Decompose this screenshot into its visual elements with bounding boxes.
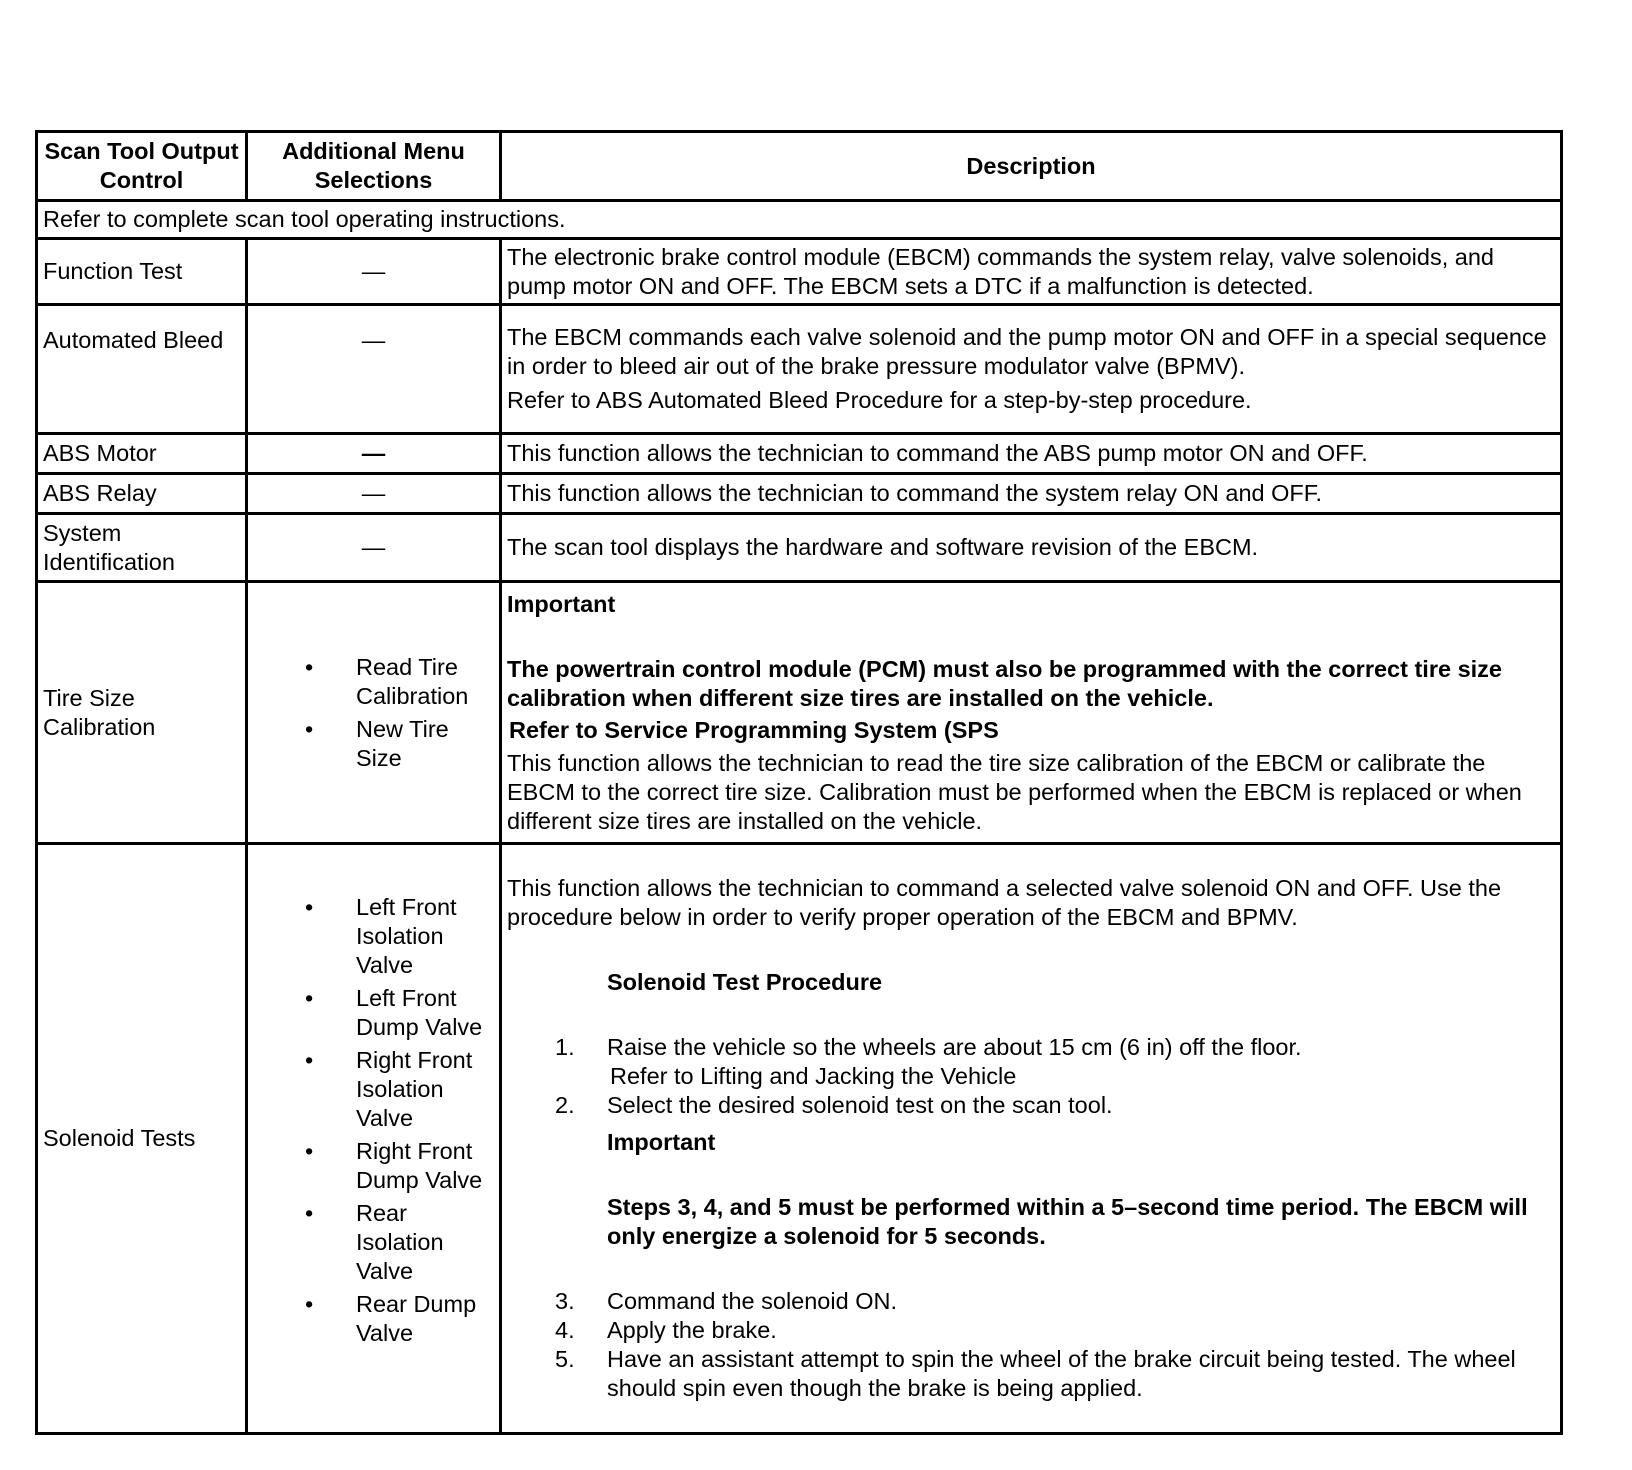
menu-item-rf-isolation: • Right Front Isolation Valve <box>305 1046 494 1133</box>
step-number: 2. <box>555 1092 575 1118</box>
control-tire-size-calibration: Tire Size Calibration <box>37 582 247 844</box>
step-1 <box>507 1033 1555 1091</box>
important-text: Steps 3, 4, and 5 must be performed within a 5–second time period. The EBCM will only energize a solenoid for 5 seconds. <box>607 1194 1528 1249</box>
header-menu-selections: Additional Menu Selections <box>247 132 501 201</box>
menu-tire-size <box>247 582 501 844</box>
solenoid-menu-list <box>253 893 494 1348</box>
solenoid-description: This function allows the technician to command a selected valve solenoid ON and OFF. Use the procedure below in order to verify proper operation of the EBCM and BPMV. <box>507 875 1502 930</box>
menu-solenoid <box>247 844 501 1434</box>
table-row <box>37 582 1562 844</box>
table-row <box>37 434 1562 474</box>
menu-item-lf-dump: • Left Front Dump Valve <box>305 984 494 1042</box>
menu-item-rear-isolation: • Rear Isolation Valve <box>305 1199 494 1286</box>
procedure-title: Solenoid Test Procedure <box>607 969 883 995</box>
menu-item-new-tire-size: • New Tire Size <box>305 715 494 773</box>
step-text: Have an assistant attempt to spin the wheel of the brake circuit being tested. The wheel should spin even though the brake is being applied. <box>607 1346 1516 1401</box>
control-solenoid-tests: Solenoid Tests <box>37 844 247 1434</box>
menu-dash: — <box>247 434 501 474</box>
table-row <box>37 474 1562 514</box>
note-row <box>37 201 1562 239</box>
scan-tool-output-controls-table <box>35 130 1563 1435</box>
menu-item-lf-isolation: • Left Front Isolation Valve <box>305 893 494 980</box>
important-text: The powertrain control module (PCM) must also be programmed with the correct tire size calibration when different size tires are installed on the vehicle. <box>507 655 1502 711</box>
step-text: Apply the brake. <box>607 1317 777 1343</box>
control-system-identification: System Identification <box>37 514 247 582</box>
header-row <box>37 132 1562 201</box>
note-text: Refer to complete scan tool operating instructions. <box>37 201 1562 239</box>
step-number: 1. <box>555 1034 575 1060</box>
step-number: 3. <box>555 1288 575 1314</box>
control-abs-relay: ABS Relay <box>37 474 247 514</box>
description-system-identification: The scan tool displays the hardware and software revision of the EBCM. <box>501 514 1562 582</box>
control-abs-motor: ABS Motor <box>37 434 247 474</box>
description-abs-relay: This function allows the technician to command the system relay ON and OFF. <box>501 474 1562 514</box>
step-3 <box>507 1287 1555 1316</box>
menu-dash: — <box>247 305 501 434</box>
step-reference: Refer to Lifting and Jacking the Vehicle <box>610 1063 1017 1089</box>
tire-description: This function allows the technician to read the tire size calibration of the EBCM or calibrate the EBCM to the correct tire size. Calibration must be performed when the EBCM is replaced or when different size tires are installed on the vehicle. <box>507 749 1522 834</box>
description-tire-size <box>501 582 1562 844</box>
step-number: 5. <box>555 1346 575 1372</box>
menu-item-rf-dump: • Right Front Dump Valve <box>305 1137 494 1195</box>
step-text: Raise the vehicle so the wheels are about 15 cm (6 in) off the floor. <box>607 1034 1302 1060</box>
tire-menu-list <box>253 653 494 773</box>
table-row <box>37 239 1562 305</box>
table-row <box>37 514 1562 582</box>
important-label: Important <box>607 1129 716 1155</box>
description-automated-bleed <box>501 305 1562 434</box>
important-label: Important <box>507 590 616 617</box>
description-abs-motor: This function allows the technician to command the ABS pump motor ON and OFF. <box>501 434 1562 474</box>
menu-dash: — <box>247 514 501 582</box>
step-text: Command the solenoid ON. <box>607 1288 897 1314</box>
procedure-steps-continued <box>507 1287 1555 1403</box>
menu-item-rear-dump: • Rear Dump Valve <box>305 1290 494 1348</box>
header-output-control: Scan Tool Output Control <box>37 132 247 201</box>
procedure-steps <box>507 1033 1555 1120</box>
control-automated-bleed: Automated Bleed <box>37 305 247 434</box>
menu-item-read-tire-calibration: • Read Tire Calibration <box>305 653 494 711</box>
step-number: 4. <box>555 1317 575 1343</box>
description-function-test: The electronic brake control module (EBCM) commands the system relay, valve solenoids, and pump motor ON and OFF. The EBCM sets a DTC if a malfunction is detected. <box>501 239 1562 305</box>
step-2 <box>507 1091 1555 1120</box>
step-5 <box>507 1345 1555 1403</box>
bleed-procedure-ref: Refer to ABS Automated Bleed Procedure for a step-by-step procedure. <box>507 387 1252 413</box>
menu-dash: — <box>247 474 501 514</box>
description-solenoid-tests <box>501 844 1562 1434</box>
menu-dash: — <box>247 239 501 305</box>
bleed-description: The EBCM commands each valve solenoid and the pump motor ON and OFF in a special sequence in order to bleed air out of the brake pressure modulator valve (BPMV). <box>507 324 1547 379</box>
step-text: Select the desired solenoid test on the scan tool. <box>607 1092 1113 1118</box>
step-4 <box>507 1316 1555 1345</box>
sps-reference: Refer to Service Programming System (SPS <box>509 716 999 743</box>
control-function-test: Function Test <box>37 239 247 305</box>
table-row <box>37 305 1562 434</box>
table-row <box>37 844 1562 1434</box>
header-description: Description <box>501 132 1562 201</box>
